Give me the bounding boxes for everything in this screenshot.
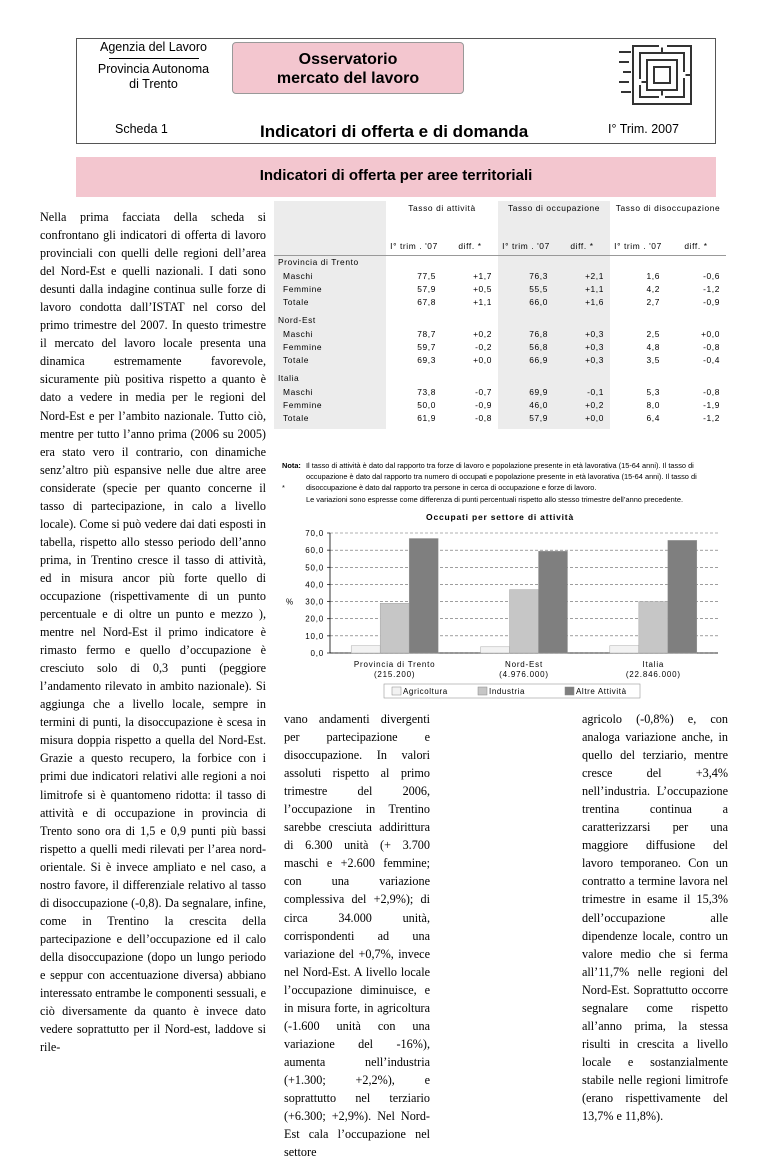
area-name: Nord-Est	[274, 313, 386, 327]
table-row	[274, 353, 726, 366]
document-title: Indicatori di offerta e di domanda	[260, 122, 529, 141]
body-column-3: agricolo (-0,8%) e, con analoga variazione anche, in quello del terziario, mentre cresce del +3,4% nell’industria. L’occupazione trentina continua a caratterizzarsi per una maggiore diffusione del lavoro temporaneo. Con un contratto a termine lavora nel trimestre in esame il 15,3% dell’occupazione alle dipendenze locale, contro un valore medio che si ferma all’11,7% nelle regioni del Nord-Est. Soprattutto occorre segnalare come rispetto all’anno prima, la stessa risulti in crescita a livello locale e sostanzialmente stabile nelle regioni limitrofe (erano rispettivamente del 13,7% e 11,8%).	[582, 712, 728, 1124]
table-cell: 77,5	[417, 270, 436, 281]
table-row	[274, 411, 726, 424]
table-cell: 1,6	[646, 270, 660, 281]
table-cell: 2,5	[646, 328, 660, 339]
table-cell: +1,1	[473, 296, 492, 307]
row-label: Maschi	[274, 327, 386, 340]
table-cell: 8,0	[646, 399, 660, 410]
table-row	[274, 327, 726, 340]
group-header: Tasso di occupazione	[498, 201, 610, 237]
y-axis-label: %	[286, 597, 294, 607]
x-tick-label: (215.200)	[373, 670, 416, 679]
sector-chart	[280, 505, 720, 700]
y-tick-label: 10,0	[305, 631, 324, 641]
x-tick-label: Italia	[642, 660, 665, 669]
subheader-diff: diff. *	[442, 237, 498, 255]
table-cell: +1,7	[473, 270, 492, 281]
note-star: *	[282, 483, 285, 492]
table-cell: 61,9	[417, 412, 436, 423]
note-text2: Le variazioni sono espresse come differenza di punti percentuali rispetto allo stesso trimestre dell’anno precedente.	[306, 494, 683, 504]
table-cell: +0,0	[473, 354, 492, 365]
subheader-value: I° trim . '07	[386, 237, 442, 255]
table-cell: 78,7	[417, 328, 436, 339]
table-cell: +1,1	[554, 282, 610, 295]
table-row	[274, 398, 726, 411]
observatory-box	[232, 42, 464, 94]
table-row	[274, 340, 726, 353]
legend-label: Industria	[489, 687, 526, 696]
row-label: Maschi	[274, 385, 386, 398]
subheader-diff: diff. *	[666, 237, 726, 255]
row-label: Femmine	[274, 398, 386, 411]
subheader-diff: diff. *	[554, 237, 610, 255]
bar-altre-attività	[539, 551, 568, 653]
y-tick-label: 30,0	[305, 597, 324, 607]
row-label: Totale	[274, 295, 386, 308]
group-header: Tasso di attività	[408, 203, 476, 213]
table-cell: -0,7	[475, 386, 492, 397]
area-name: Italia	[274, 371, 386, 385]
indicators-table	[274, 201, 726, 429]
row-label: Totale	[274, 353, 386, 366]
legend-label: Agricoltura	[403, 687, 448, 696]
table-cell: -0,8	[475, 412, 492, 423]
agency-city: di Trento	[129, 77, 178, 91]
chart-title: Occupati per settore di attività	[426, 512, 574, 522]
table-cell: +0,0	[701, 328, 720, 339]
agency-divider	[109, 58, 199, 59]
area-row	[274, 371, 726, 385]
row-label: Maschi	[274, 269, 386, 282]
table-row	[274, 385, 726, 398]
subheader-value: I° trim . '07	[610, 237, 666, 255]
bar-agricoltura	[481, 647, 510, 653]
bar-industria	[510, 590, 539, 653]
bar-agricoltura	[351, 646, 380, 653]
table-cell: 76,8	[498, 327, 554, 340]
section-title: Indicatori di offerta per aree territoriali	[259, 167, 533, 184]
table-cell: -0,9	[475, 399, 492, 410]
table-cell: 56,8	[498, 340, 554, 353]
x-tick-label: (4.976.000)	[499, 670, 549, 679]
bar-altre-attività	[409, 538, 438, 653]
row-label: Femmine	[274, 340, 386, 353]
table-row	[274, 282, 726, 295]
table-cell: -0,8	[703, 386, 720, 397]
row-label: Femmine	[274, 282, 386, 295]
table-cell: -0,8	[703, 341, 720, 352]
agency-province: Provincia Autonoma	[97, 62, 210, 76]
table-body	[274, 255, 726, 429]
table-cell: +2,1	[554, 269, 610, 282]
row-label: Totale	[274, 411, 386, 424]
agency-name: Agenzia del Lavoro	[99, 40, 208, 54]
table-cell: +0,2	[554, 398, 610, 411]
observatory-line2: mercato del lavoro	[276, 70, 420, 87]
table-cell: 3,5	[646, 354, 660, 365]
table-cell: -0,9	[703, 296, 720, 307]
table-cell: +0,5	[473, 283, 492, 294]
table-cell: 76,3	[498, 269, 554, 282]
table-cell: -1,2	[703, 283, 720, 294]
table-cell: +0,2	[473, 328, 492, 339]
bar-industria	[639, 602, 668, 653]
agency-block	[76, 40, 231, 92]
table-cell: 55,5	[498, 282, 554, 295]
table-cell: -0,2	[475, 341, 492, 352]
x-tick-label: Nord-Est	[505, 660, 543, 669]
x-tick-label: (22.846.000)	[625, 670, 681, 679]
table-cell: 66,0	[498, 295, 554, 308]
area-row	[274, 313, 726, 327]
table-cell: 69,3	[417, 354, 436, 365]
table-cell: 66,9	[498, 353, 554, 366]
y-tick-label: 70,0	[305, 529, 324, 538]
legend-swatch	[565, 687, 574, 695]
note-text1: Il tasso di attività è dato dal rapporto tra forze di lavoro e popolazione presente in età lavorativa (15-64 anni). Il tasso di occupazione è dato dal rapporto tra numero di occupati e popolazione presente in età lavorativa (15-64 anni). Il tasso di disoccupazione è dato dal rapporto tra persone in cerca di occupazione e forze di lavoro.	[306, 461, 697, 493]
y-tick-label: 0,0	[310, 649, 324, 658]
bar-industria	[380, 603, 409, 653]
table-cell: 59,7	[417, 341, 436, 352]
legend-swatch	[478, 687, 487, 695]
table-cell: -1,2	[703, 412, 720, 423]
maze-logo-icon	[615, 42, 695, 108]
subheader-value: I° trim . '07	[498, 237, 554, 255]
y-tick-label: 60,0	[305, 546, 324, 556]
table-cell: +0,3	[554, 353, 610, 366]
table-cell: +0,3	[554, 340, 610, 353]
table-cell: 50,0	[417, 399, 436, 410]
y-tick-label: 20,0	[305, 614, 324, 624]
y-tick-label: 40,0	[305, 580, 324, 590]
observatory-line1: Osservatorio	[298, 51, 398, 68]
table-cell: +0,0	[554, 411, 610, 424]
intro-text: Nella prima facciata della scheda si confrontano gli indicatori di offerta di lavoro provinciali con quelli delle regioni dell’area del Nord-Est e quelli nazionali. I dati sono desunti dalla indagine continua sulle forze di lavoro condotta dall’ISTAT nel corso del primo trimestre del 2007. In questo trimestre il mercato del lavoro locale presenta una dinamica estremamente favorevole, sicuramente più positiva rispetto a quanto è dato a vedere in media per le regioni del Nord-Est e per l’ambito nazionale. Tutto ciò, mentre per tutto l’anno prima (2006 su 2005) era stato vero il contrario, con dinamiche senz’altro più espansive nelle due altre aree considerate (specie per quanto concerne il tasso di partecipazione, in calo a livello locale). Come si può vedere dai dati esposti in tabella, rispetto allo stesso periodo dell’anno prima, in Trentino cresce il tasso di attività, ed in misura ancor più forte quello di occupazione (rispettivamente di un punto percentuale e di oltre un punto e mezzo ), mentre nel Nord-Est il primo indicatore è rimasto fermo e quello d’occupazione è cresciuto solo di 0,3 punti (peggiore l’andamento rilevato in ambito nazionale). Si aggiunga che a livello locale, sempre in termini di punti, la disoccupazione è scesa in misura doppia rispetto a quella del Nord-Est. Grazie a questo recupero, la forbice con i primi due indicatori relativi alle regioni a noi limitrofe si è quantomeno ridotta: il tasso di attività e di occupazione in provincia di Trento sono ora di 1,5 e 0,9 punti più bassi rispetto a quelli medi rilevati per l’area nord-orientale. Si è invece ampliato e nel caso, a nostro favore, il differenziale relativo al tasso di disoccupazione (-0,8). Da segnalare, infine, come in Trentino la crescita della partecipazione e dell’occupazione ed il calo della disoccupazione (dopo un lungo periodo e seppur con accentuazione diversa) abbiano interessato entrambe le componenti sessuali, e ciò diversamente da quanto è invece dato vedere soprattutto per il Nord-est, laddove si rile-	[40, 210, 266, 1055]
table-cell: 67,8	[417, 296, 436, 307]
table-row	[274, 295, 726, 308]
table-cell: 5,3	[646, 386, 660, 397]
table-cell: 4,2	[646, 283, 660, 294]
table-cell: -1,9	[703, 399, 720, 410]
table-cell: -0,4	[703, 354, 720, 365]
table-cell: 46,0	[498, 398, 554, 411]
group-header: Tasso di disoccupazione	[615, 203, 721, 213]
table-cell: 4,8	[646, 341, 660, 352]
table-cell: 69,9	[498, 385, 554, 398]
table-row	[274, 269, 726, 282]
legend-swatch	[392, 687, 401, 695]
legend-label: Altre Attività	[576, 687, 627, 696]
area-name: Provincia di Trento	[274, 255, 386, 269]
scheda-number: Scheda 1	[115, 122, 168, 136]
bar-agricoltura	[610, 646, 639, 653]
area-row	[274, 255, 726, 269]
table-note	[282, 460, 722, 505]
note-label: Nota:	[282, 461, 301, 470]
table-cell: +0,3	[554, 327, 610, 340]
table-cell: 73,8	[417, 386, 436, 397]
table-cell: 2,7	[646, 296, 660, 307]
y-tick-label: 50,0	[305, 563, 324, 573]
bar-altre-attività	[668, 540, 697, 653]
table-cell: 57,9	[498, 411, 554, 424]
body-column-2: vano andamenti divergenti per partecipazione e disoccupazione. In valori assoluti rispetto al primo trimestre del 2006, l’occupazione in Trentino sarebbe cresciuta addirittura di 6.300 unità (+ 3.700 maschi e +2.600 femmine; con una variazione complessiva del +2,9%); di circa 34.000 unità, corrispondenti ad una variazione del +0,7%, invece nel Nord-Est. A livello locale l’occupazione diminuisce, e in misura forte, in agricoltura (-1.600 unità con una variazione del -16%), aumenta nell’industria (+1.300; +2,2%), e soprattutto nel terziario (+6.300; +2,9%). Nel Nord-Est cala l’occupazione nel settore	[284, 712, 430, 1160]
table-cell: -0,6	[703, 270, 720, 281]
table-cell: 57,9	[417, 283, 436, 294]
period-label: I° Trim. 2007	[608, 122, 679, 136]
table-cell: +1,6	[554, 295, 610, 308]
table-cell: 6,4	[646, 412, 660, 423]
x-tick-label: Provincia di Trento	[353, 660, 436, 669]
table-cell: -0,1	[554, 385, 610, 398]
